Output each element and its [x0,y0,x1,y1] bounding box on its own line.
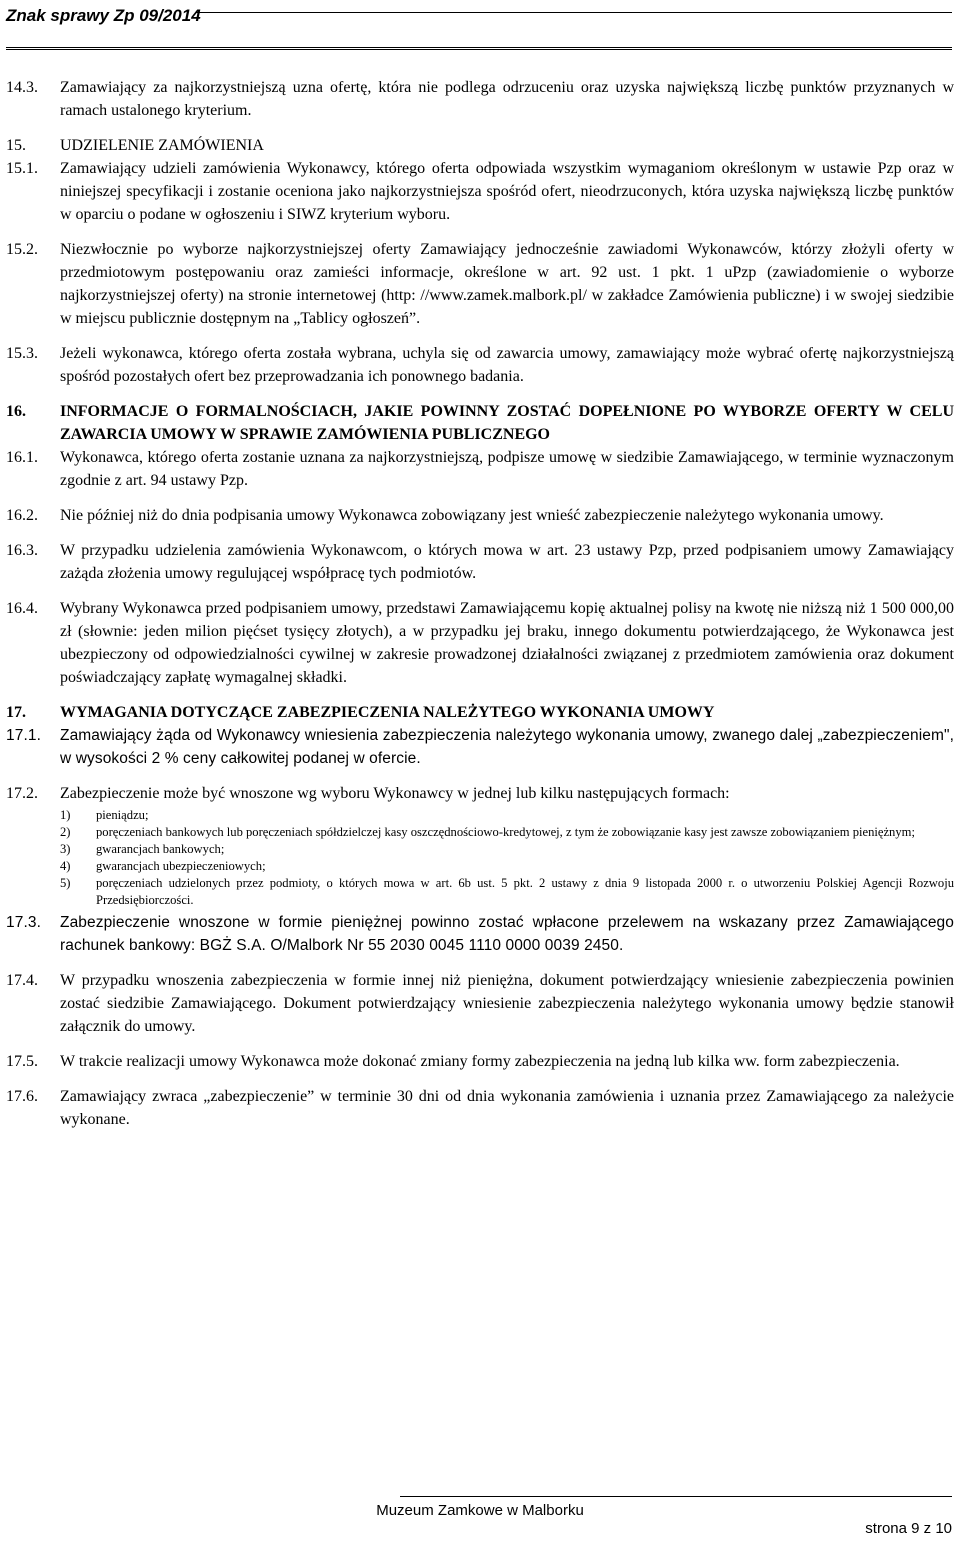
section-heading-15 [6,134,954,157]
paragraph-text: Nie później niż do dnia podpisania umowy Wykonawca zobowiązany jest wnieść zabezpieczenie należytego wykonania umowy. [60,507,884,524]
paragraph-text: Zamawiający udzieli zamówienia Wykonawcy, którego oferta odpowiada wszystkim wymaganiom określonym w ustawie Pzp oraz w niniejszej specyfikacji i zostanie oceniona jako najkorzystniejsza spośród ofert, nieodrzuconych, która uzyska największą liczbę punktów w oparciu o podane w ogłoszeniu i SIWZ kryterium wyboru. [60,160,954,223]
paragraph-number: 17.2. [6,785,38,802]
paragraph-text: W przypadku wnoszenia zabezpieczenia w formie innej niż pieniężna, dokument potwierdzający wniesienie zabezpieczenia powinien zostać siedzibie Zamawiającego. Dokument potwierdzający wniesienie zabezpieczenia należytego wykonania umowy będzie stanowił załącznik do umowy. [60,972,954,1035]
paragraph-text: Zamawiający zwraca „zabezpieczenie” w terminie 30 dni od dnia wykonania zamówienia i uznania przez Zamawiającego za należycie wykonane. [60,1088,954,1128]
section-number: 16. [6,403,26,420]
list-item-text: poręczeniach udzielonych przez podmioty, o których mowa w art. 6b ust. 5 pkt. 2 ustawy z dnia 9 listopada 2000 r. o utworzeniu Polskiej Agencji Rozwoju Przedsiębiorczości. [96,876,954,907]
list-item [60,824,954,841]
paragraph-text: Zamawiający za najkorzystniejszą uzna ofertę, która nie podlega odrzuceniu oraz uzyska największą liczbę punktów przyznanych w ramach ustalonego kryterium. [60,79,954,119]
page-number: strona 9 z 10 [865,1520,952,1537]
paragraph-17-3 [6,911,954,957]
paragraph-14-3 [6,76,954,122]
list-item-text: gwarancjach ubezpieczeniowych; [96,859,266,873]
section-number: 17. [6,704,26,721]
paragraph-number: 15.3. [6,345,38,362]
page-footer [0,1496,960,1541]
list-item-number: 2) [60,825,71,839]
paragraph-text: Zabezpieczenie może być wnoszone wg wyboru Wykonawcy w jednej lub kilku następujących formach: [60,785,730,802]
section-heading-17 [6,701,954,724]
paragraph-number: 16.3. [6,542,38,559]
header-double-rule [6,47,952,50]
footer-institution: Muzeum Zamkowe w Malborku [376,1502,584,1519]
security-forms-list [6,807,954,909]
paragraph-15-1 [6,157,954,226]
paragraph-number: 15.2. [6,241,38,258]
paragraph-16-1 [6,446,954,492]
paragraph-number: 14.3. [6,79,38,96]
paragraph-text: Wybrany Wykonawca przed podpisaniem umowy, przedstawi Zamawiającemu kopię aktualnej polisy na kwotę nie niższą niż 1 500 000,00 zł (słownie: jeden milion pięćset tysięcy złotych), a w przypadku jej braku, innego dokumentu potwierdzającego, że Wykonawca jest ubezpieczony od odpowiedzialności cywilnej w zakresie prowadzonej działalności związanej z przedmiotem zamówienia oraz dokument poświadczający zapłatę wymagalnej składki. [60,600,954,686]
section-heading-16 [6,400,954,446]
paragraph-number: 17.3. [6,914,41,931]
list-item-number: 3) [60,842,71,856]
list-item [60,807,954,824]
paragraph-number: 16.4. [6,600,38,617]
document-reference: Znak sprawy Zp 09/2014 [6,6,201,25]
list-item-text: gwarancjach bankowych; [96,842,225,856]
paragraph-17-4 [6,969,954,1038]
list-item-text: poręczeniach bankowych lub poręczeniach spółdzielczej kasy oszczędnościowo-kredytowej, z tym że zobowiązanie kasy jest zawsze zobowiązaniem pieniężnym; [96,825,915,839]
paragraph-number: 17.4. [6,972,38,989]
section-title: UDZIELENIE ZAMÓWIENIA [60,137,264,154]
section-number: 15. [6,137,26,154]
paragraph-number: 16.2. [6,507,38,524]
paragraph-number: 17.6. [6,1088,38,1105]
list-item-number: 1) [60,808,71,822]
paragraph-text: Wykonawca, którego oferta zostanie uznana za najkorzystniejszą, podpisze umowę w siedzibie Zamawiającego, w terminie wyznaczonym zgodnie z art. 94 ustawy Pzp. [60,449,954,489]
paragraph-17-6 [6,1085,954,1131]
list-item [60,875,954,909]
footer-rule [400,1496,952,1497]
list-item [60,858,954,875]
list-item-number: 4) [60,859,71,873]
section-title: INFORMACJE O FORMALNOŚCIACH, JAKIE POWINNY ZOSTAĆ DOPEŁNIONE PO WYBORZE OFERTY W CELU ZAWARCIA UMOWY W SPRAWIE ZAMÓWIENIA PUBLICZNEGO [60,403,954,443]
paragraph-number: 16.1. [6,449,38,466]
paragraph-16-3 [6,539,954,585]
paragraph-17-1 [6,724,954,770]
paragraph-text: W przypadku udzielenia zamówienia Wykonawcom, o których mowa w art. 23 ustawy Pzp, przed podpisaniem umowy Zamawiający zażąda złożenia umowy regulującej współpracę tych podmiotów. [60,542,954,582]
paragraph-text: W trakcie realizacji umowy Wykonawca może dokonać zmiany formy zabezpieczenia na jedną lub kilka ww. form zabezpieczenia. [60,1053,900,1070]
paragraph-16-4 [6,597,954,689]
paragraph-text: Jeżeli wykonawca, którego oferta została wybrana, uchyla się od zawarcia umowy, zamawiający może wybrać ofertę najkorzystniejszą spośród pozostałych ofert bez przeprowadzania ich ponownego badania. [60,345,954,385]
list-item-text: pieniądzu; [96,808,149,822]
paragraph-17-2 [6,782,954,805]
paragraph-number: 15.1. [6,160,38,177]
section-title: WYMAGANIA DOTYCZĄCE ZABEZPIECZENIA NALEŻYTEGO WYKONANIA UMOWY [60,704,715,721]
paragraph-number: 17.1. [6,727,41,744]
paragraph-text: Niezwłocznie po wyborze najkorzystniejszej oferty Zamawiający jednocześnie zawiadomi Wykonawców, którzy złożyli oferty w przedmiotowym postępowaniu oraz zamieści informacje, określone w art. 92 ust. 1 pkt. 1 uPzp (zawiadomienie o wyborze najkorzystniejszej oferty) na stronie internetowej (http: //www.zamek.malbork.pl/ w zakładce Zamówienia publiczne) i w swojej siedzibie w miejscu publicznie dostępnym na „Tablicy ogłoszeń”. [60,241,954,327]
paragraph-15-3 [6,342,954,388]
paragraph-number: 17.5. [6,1053,38,1070]
paragraph-text: Zamawiający żąda od Wykonawcy wniesienia zabezpieczenia należytego wykonania umowy, zwanego dalej „zabezpieczeniem", w wysokości 2 % ceny całkowitej podanej w ofercie. [60,727,954,767]
list-item-number: 5) [60,876,71,890]
paragraph-17-5 [6,1050,954,1073]
header-rule [196,12,952,13]
paragraph-16-2 [6,504,954,527]
page-header [0,0,960,50]
document-body [6,76,954,1131]
list-item [60,841,954,858]
paragraph-text: Zabezpieczenie wnoszone w formie pieniężnej powinno zostać wpłacone przelewem na wskazany przez Zamawiającego rachunek bankowy: BGŻ S.A. O/Malbork Nr 55 2030 0045 1110 0000 0039 2450. [60,914,954,954]
paragraph-15-2 [6,238,954,330]
